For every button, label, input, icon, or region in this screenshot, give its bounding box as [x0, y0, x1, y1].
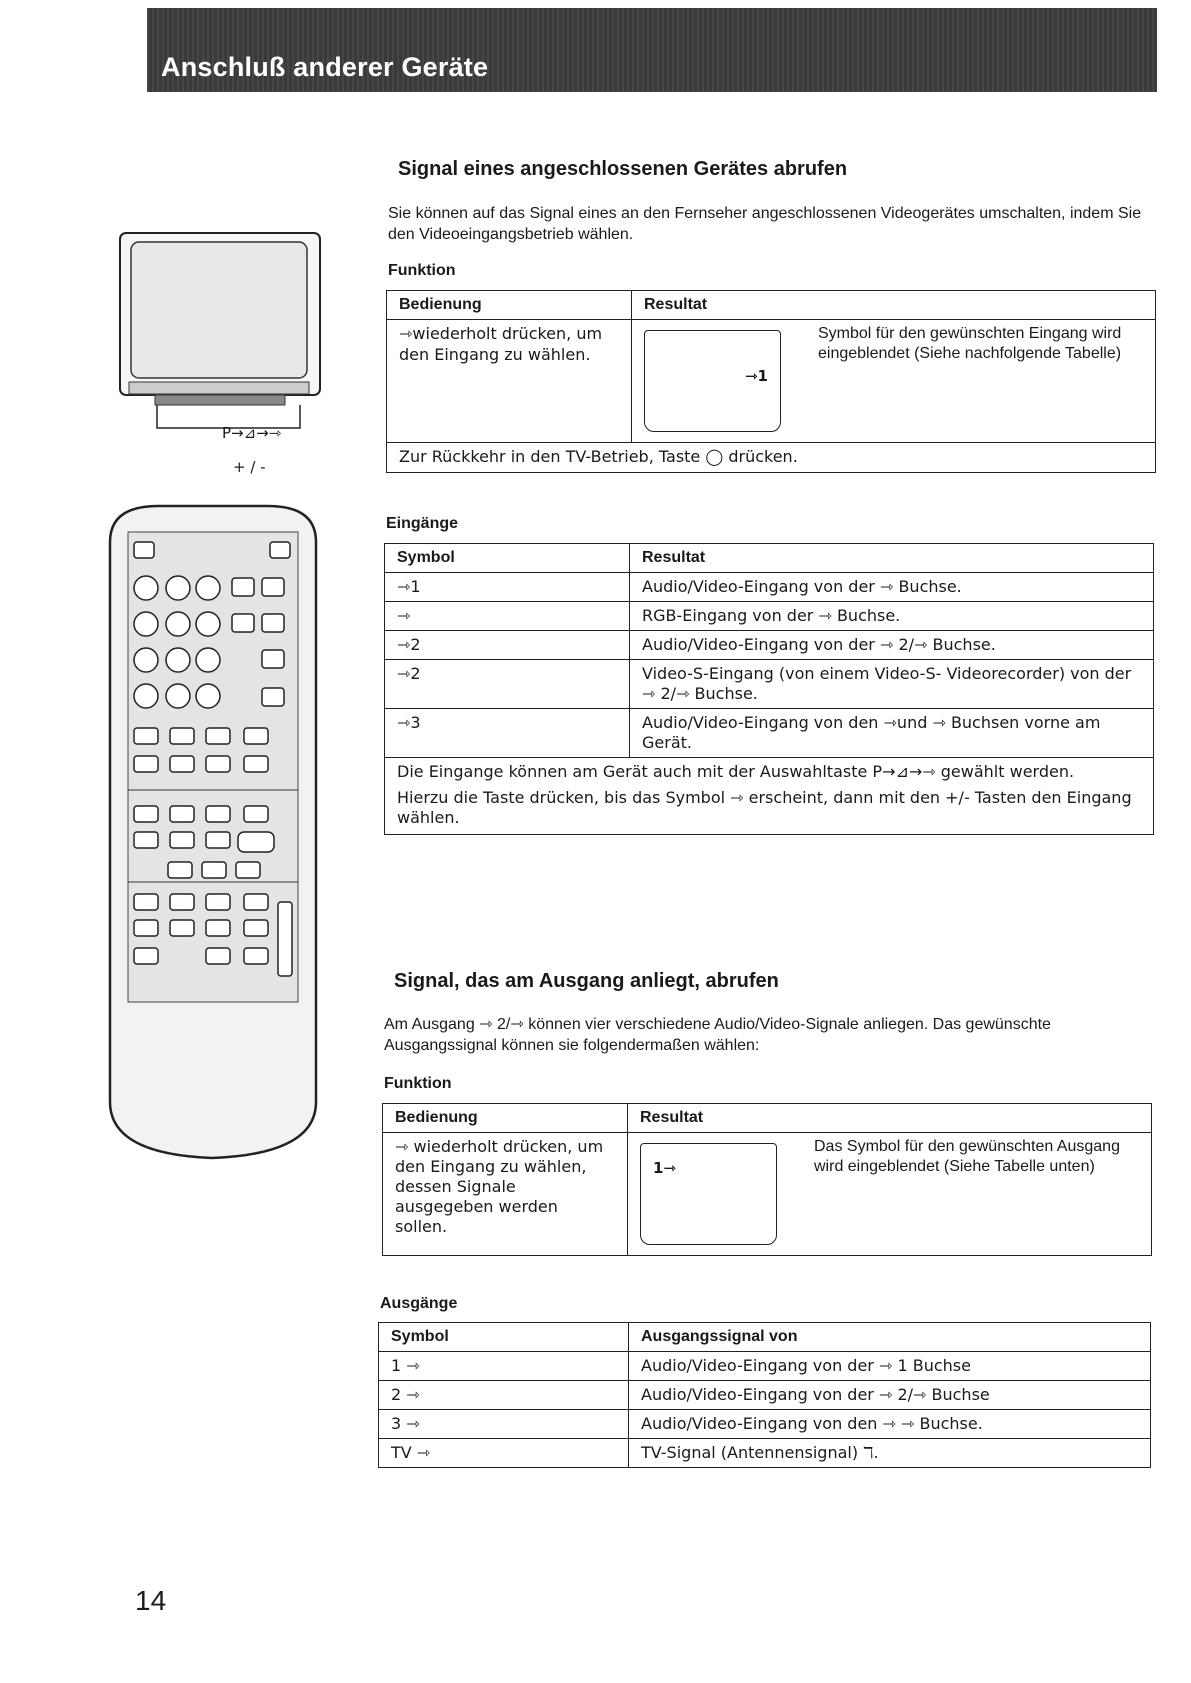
tv-screen-box	[640, 1143, 777, 1245]
section1-intro: Sie können auf das Signal eines an den Fernseher angeschlossenen Videogerätes umschalten, indem Sie den Videoeingangsbetrieb wählen.	[388, 205, 1142, 243]
tv-screen-box	[644, 330, 781, 432]
eingaenge-label: Eingänge	[386, 515, 459, 532]
table-row: ⇾1 Audio/Video-Eingang von der ⇾ Buchse.	[385, 573, 1154, 602]
bedienung-cell: ⇾ wiederholt drücken, um den Eingang zu wählen, dessen Signale ausgegeben werden sollen.	[383, 1133, 628, 1256]
screen-symbol: 1⇾	[653, 1159, 677, 1177]
col-ausgangssignal: Ausgangssignal von	[629, 1323, 1151, 1352]
section-header-banner	[147, 8, 1157, 92]
section2-funktion-label: Funktion	[384, 1075, 452, 1092]
section2-intro: Am Ausgang ⇾ 2/⇾ können vier verschiedene Audio/Video-Signale anliegen. Das gewünschte Ausgangssignal können sie folgendermaßen wählen:	[384, 1016, 1051, 1054]
table-row: ⇾2 Audio/Video-Eingang von der ⇾ 2/⇾ Buchse.	[385, 631, 1154, 660]
eingaenge-table	[384, 543, 1154, 835]
eingaenge-note: Die Eingange können am Gerät auch mit der Auswahltaste P→⊿→⇾ gewählt werden. Hierzu die Taste drücken, bis das Symbol ⇾ erscheint, dann mit den +/- Tasten den Eingang wählen.	[385, 758, 1154, 835]
table-row: ⇾3 Audio/Video-Eingang von den ⇾und ⇾ Buchsen vorne am Gerät.	[385, 709, 1154, 758]
page-number: 14	[135, 1585, 167, 1616]
section2-function-table	[382, 1103, 1152, 1256]
remote-control-illustration	[98, 502, 326, 1164]
screen-symbol: ⇾1	[744, 367, 768, 385]
col-symbol: Symbol	[379, 1323, 629, 1352]
table-row: 2 ⇾ Audio/Video-Eingang von der ⇾ 2/⇾ Buchse	[379, 1381, 1151, 1410]
col-resultat: Resultat	[630, 544, 1154, 573]
table-row: ⇾2 Video-S-Eingang (von einem Video-S- Videorecorder) von der ⇾ 2/⇾ Buchse.	[385, 660, 1154, 709]
resultat-cell: Symbol für den gewünschten Eingang wird eingeblendet (Siehe nachfolgende Tabelle)	[806, 320, 1156, 443]
col-resultat: Resultat	[632, 291, 1156, 320]
ausgaenge-label: Ausgänge	[380, 1295, 458, 1312]
tv-control-label: P→⊿→⇾	[222, 424, 282, 442]
return-note: Zur Rückkehr in den TV-Betrieb, Taste ◯ drücken.	[387, 443, 1156, 473]
table-row: TV ⇾ TV-Signal (Antennensignal) ℸ.	[379, 1439, 1151, 1468]
ausgaenge-table	[378, 1322, 1151, 1468]
tv-illustration	[115, 230, 325, 430]
section2-title: Signal, das am Ausgang anliegt, abrufen	[394, 970, 779, 992]
col-bedienung: Bedienung	[383, 1104, 628, 1133]
page-title: Anschluß anderer Geräte	[161, 52, 489, 82]
section1-function-table	[386, 290, 1156, 473]
table-row: 3 ⇾ Audio/Video-Eingang von den ⇾ ⇾ Buchse.	[379, 1410, 1151, 1439]
col-resultat: Resultat	[628, 1104, 1152, 1133]
col-bedienung: Bedienung	[387, 291, 632, 320]
tv-plus-minus-label: + / -	[233, 458, 266, 476]
table-row: 1 ⇾ Audio/Video-Eingang von der ⇾ 1 Buchse	[379, 1352, 1151, 1381]
col-symbol: Symbol	[385, 544, 630, 573]
section1-funktion-label: Funktion	[388, 262, 456, 279]
bedienung-cell: ⇾wiederholt drücken, um den Eingang zu wählen.	[387, 320, 632, 443]
table-row: ⇾ RGB-Eingang von der ⇾ Buchse.	[385, 602, 1154, 631]
resultat-cell: Das Symbol für den gewünschten Ausgang wird eingeblendet (Siehe Tabelle unten)	[802, 1133, 1152, 1256]
section1-title: Signal eines angeschlossenen Gerätes abrufen	[398, 158, 848, 180]
